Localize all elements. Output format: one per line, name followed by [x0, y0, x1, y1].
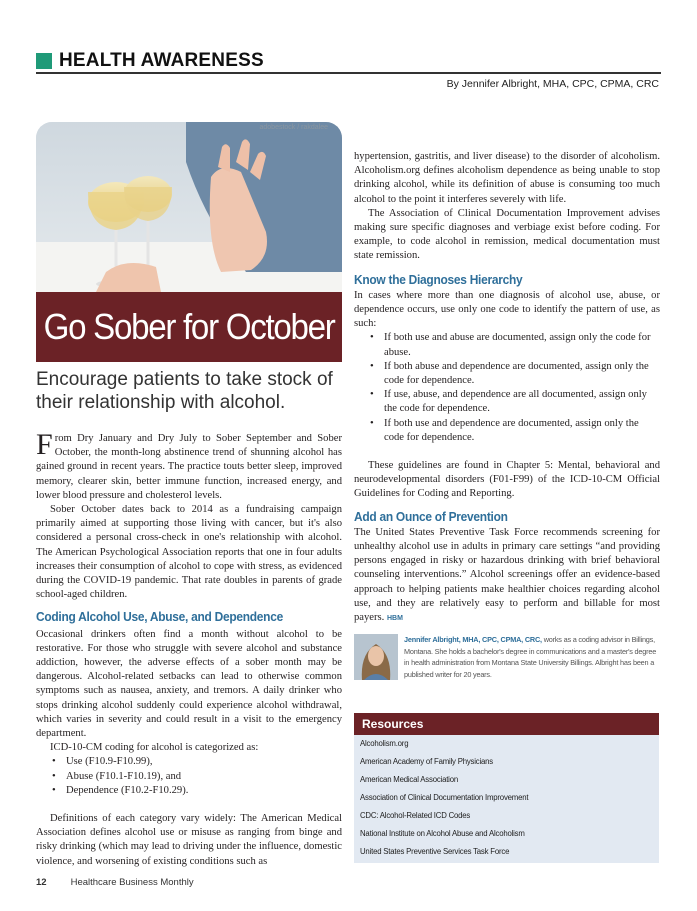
- body-paragraph: Occasional drinkers often find a month without alcohol to be restorative. For those who struggle with severe alcohol and substance addiction, however, the adverse effects of a sober month may be dangerous. Alcohol-related setbacks can lead to otherwise common symptoms such as nausea, anxiety, and tremors. A daily drinker who stops drinking alcohol suddenly could experience alcohol withdrawal, which varies in severity and could result in a visit to the emergency department.: [36, 628, 342, 740]
- author-photo: [354, 634, 398, 680]
- body-paragraph: Sober October dates back to 2014 as a fundraising campaign primarily aimed at supporting those living with cancer, but it's also considered a personal cross-check in one's relationship with alcohol. The American Psychological Association reports that one in four adults increases their consumption of alcohol to cope with stress, as evidenced during the COVID-19 pandemic. That rate doubles in parents of grade school-aged children.: [36, 504, 342, 601]
- body-paragraph: The United States Preventive Task Force recommends screening for unhealthy alcohol use in adults in primary care settings “and providing persons engaged in risky or hazardous drinking with brief behavioral counseling interventions.” Alcohol screenings offer an evidence-based approach to helping patients make healthier choices regarding alcohol use, and they are relatively easy to perform and billable for most payers. HBM: [354, 526, 660, 624]
- resource-item[interactable]: United States Preventive Services Task Force: [360, 847, 510, 856]
- resource-item[interactable]: Association of Clinical Documentation Improvement: [360, 793, 529, 802]
- page-number: 12: [36, 877, 47, 888]
- hero-image: [36, 122, 342, 362]
- resources-box: [354, 713, 659, 863]
- page-footer: [36, 877, 194, 888]
- body-paragraph: The Association of Clinical Documentation Improvement advises making sure specific diagnoses and verbiage exist before coding. For example, to code alcohol in remission, medical documentation must state remission.: [354, 207, 660, 262]
- byline: By Jennifer Albright, MHA, CPC, CPMA, CRC: [446, 78, 659, 90]
- section-heading: Add an Ounce of Prevention: [354, 508, 508, 524]
- article-subtitle: Encourage patients to take stock of their relationship with alcohol.: [36, 369, 333, 413]
- header-rule: [36, 72, 661, 74]
- body-paragraph: ICD-10-CM coding for alcohol is categorized as:: [50, 742, 259, 754]
- resource-item[interactable]: Alcoholism.org: [360, 739, 409, 748]
- photo-credit: adobestock / rakdalee: [259, 124, 328, 131]
- author-portrait: [354, 634, 398, 680]
- body-paragraph: hypertension, gastritis, and liver disease) to the disorder of alcoholism. Alcoholism.org defines alcoholism dependence as being unable to stop drinking alcohol, while its definition of abuse is consuming too much alcohol to the point it interferes severely with life.: [354, 151, 660, 205]
- left-column: [36, 428, 342, 869]
- list-item: • Use (F10.9-F10.99),: [66, 755, 342, 769]
- list-item: • If both abuse and dependence are documented, assign only the code for dependence.: [384, 360, 660, 388]
- resources-list: [354, 735, 659, 861]
- list-item: • Dependence (F10.2-F10.29).: [66, 784, 342, 798]
- resource-item[interactable]: American Academy of Family Physicians: [360, 757, 493, 766]
- author-bio-text: works as a coding advisor in Billings, Montana. She holds a bachelor's degree in communications and a master's degree in health administration from Montana State University Billings. Albright has been a published writer for 20 years.: [404, 635, 657, 679]
- body-paragraph: These guidelines are found in Chapter 5: Mental, behavioral and neurodevelopmental disorders (F01-F99) of the ICD-10-CM Official Guidelines for Coding and Reporting.: [354, 460, 660, 500]
- drop-cap: F: [36, 428, 53, 461]
- author-name: Jennifer Albright, MHA, CPC, CPMA, CRC,: [404, 635, 542, 644]
- publication-name: Healthcare Business Monthly: [70, 877, 194, 888]
- resources-title: Resources: [354, 713, 659, 735]
- section-heading: Know the Diagnoses Hierarchy: [354, 271, 523, 287]
- body-paragraph: In cases where more than one diagnosis of alcohol use, abuse, or dependence occurs, use only one code to identify the pattern of use, as such:: [354, 289, 660, 330]
- list-item: • If both use and abuse are documented, assign only the code for abuse.: [384, 331, 660, 359]
- section-marker: [36, 53, 52, 69]
- resource-item[interactable]: National Institute on Alcohol Abuse and Alcoholism: [360, 829, 525, 838]
- resource-item[interactable]: American Medical Association: [360, 775, 458, 784]
- end-mark: HBM: [386, 615, 403, 623]
- resource-item[interactable]: CDC: Alcohol-Related ICD Codes: [360, 811, 471, 820]
- body-paragraph: Definitions of each category vary widely: The American Medical Association defines alcohol use or misuse as ranging from binge and risky drinking (which may lead to driving under the influence, domestic violence, and worsening of existing conditions such as: [36, 813, 342, 867]
- hierarchy-list: [354, 331, 660, 445]
- intro-paragraph: From Dry January and Dry July to Sober September and Sober October, the month-long abstinence trend of shunning alcohol has gained ground in recent years. The practice touts better sleep, improved memory, clearer skin, better immune function, increased energy, and lower blood pressure and cholesterol levels.: [36, 428, 342, 501]
- title-band: [36, 292, 342, 362]
- section-header: [36, 50, 264, 72]
- list-item: • If use, abuse, and dependence are all documented, assign only the code for dependence.: [384, 388, 660, 416]
- author-bio: [354, 634, 661, 684]
- author-text: [404, 634, 661, 680]
- article-title: Go Sober for October: [43, 306, 335, 347]
- section-title: HEALTH AWARENESS: [59, 50, 264, 71]
- list-item: • Abuse (F10.1-F10.19), and: [66, 770, 342, 784]
- code-list: [36, 755, 342, 798]
- right-column: [354, 150, 660, 626]
- section-heading: Coding Alcohol Use, Abuse, and Dependence: [36, 609, 283, 625]
- list-item: • If both use and dependence are documented, assign only the code for dependence.: [384, 417, 660, 445]
